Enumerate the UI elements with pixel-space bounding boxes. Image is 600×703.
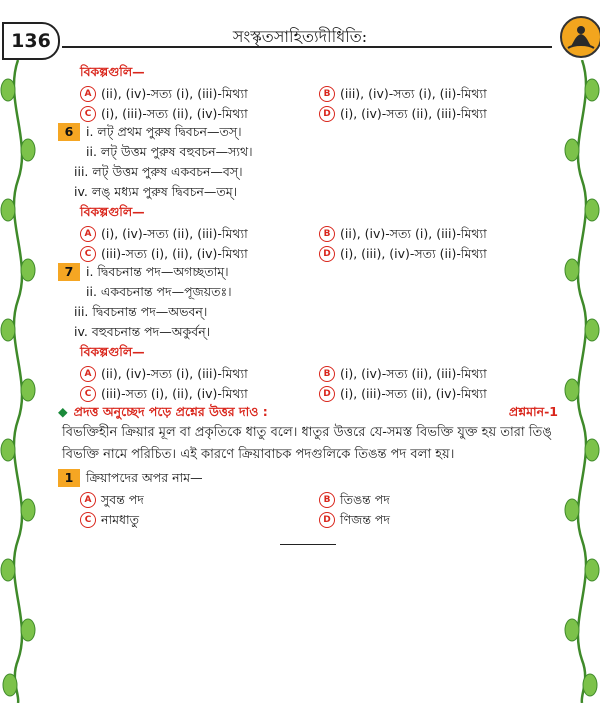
q5-options-row-2 xyxy=(58,102,558,122)
q1-options-row-1 xyxy=(58,488,558,508)
q7-item-2: ii. একবচনান্ত পদ—পূজয়তঃ। xyxy=(86,284,232,299)
option-c-badge: C xyxy=(80,386,96,402)
q6-option-a[interactable]: A (i), (iv)-সত্য (ii), (iii)-মিথ্যা xyxy=(80,224,248,244)
q6-options-label: বিকল্পগুলি— xyxy=(80,204,145,219)
q7-option-b[interactable]: B (i), (iv)-সত্য (ii), (iii)-মিথ্যা xyxy=(319,364,487,384)
q1-options-row-2 xyxy=(58,508,558,528)
page-header xyxy=(0,0,600,52)
meditation-logo-icon xyxy=(560,16,600,58)
option-a-badge: A xyxy=(80,226,96,242)
q5-option-b[interactable]: B (iii), (iv)-সত্য (i), (ii)-মিথ্যা xyxy=(319,84,487,104)
q5-options-row-1 xyxy=(58,82,558,102)
passage-text: বিভক্তিহীন ক্রিয়ার মূল বা প্রকৃতিকে ধাতু বলে। ধাতুর উত্তরে যে-সমস্ত বিভক্তি যুক্ত হয় তারা তিঙ্ বিভক্তি নামে পরিচিত। এই কারণে ক্রিয়াবাচক পদগুলিকে তিঙন্ত পদ বলা হয়। xyxy=(62,425,552,462)
q7-item-1: 7 i. দ্বিবচনান্ত পদ—অগচ্ছতাম্। xyxy=(58,262,558,282)
q1-option-c[interactable]: C নামধাতু xyxy=(80,510,139,530)
question-number: 7 xyxy=(58,263,80,281)
option-b-badge: B xyxy=(319,366,335,382)
q6-item-2: ii. লট্ উত্তম পুরুষ বহুবচন—স্যথ। xyxy=(86,144,253,159)
option-b-badge: B xyxy=(319,226,335,242)
marks-tag: প্রশ্নমান-1 xyxy=(508,404,558,419)
q7-options-label: বিকল্পগুলি— xyxy=(80,344,145,359)
q6-item-1: 6 i. লট্ প্রথম পুরুষ দ্বিবচন—তস্। xyxy=(58,122,558,142)
q1-option-b[interactable]: B তিঙন্ত পদ xyxy=(319,490,390,510)
section-end-rule xyxy=(280,544,336,545)
diamond-bullet-icon: ◆ xyxy=(58,404,68,419)
q5-option-a[interactable]: A (ii), (iv)-সত্য (i), (iii)-মিথ্যা xyxy=(80,84,248,104)
option-b-badge: B xyxy=(319,492,335,508)
q7-option-d[interactable]: D (i), (iii)-সত্য (ii), (iv)-মিথ্যা xyxy=(319,384,487,404)
option-a-badge: A xyxy=(80,86,96,102)
q6-option-b[interactable]: B (ii), (iv)-সত্য (i), (iii)-মিথ্যা xyxy=(319,224,487,244)
q7-option-a[interactable]: A (ii), (iv)-সত্য (i), (iii)-মিথ্যা xyxy=(80,364,248,384)
option-a-badge: A xyxy=(80,366,96,382)
option-a-badge: A xyxy=(80,492,96,508)
q7-item-3: iii. দ্বিবচনান্ত পদ—অভবন্। xyxy=(74,304,208,319)
q5-option-d[interactable]: D (i), (iv)-সত্য (ii), (iii)-মিথ্যা xyxy=(319,104,487,124)
option-c-badge: C xyxy=(80,512,96,528)
option-b-badge: B xyxy=(319,86,335,102)
q1-option-d[interactable]: D ণিজন্ত পদ xyxy=(319,510,390,530)
q1-option-a[interactable]: A সুবন্ত পদ xyxy=(80,490,144,510)
option-d-badge: D xyxy=(319,512,335,528)
q6-item-3: iii. লট্ উত্তম পুরুষ একবচন—বস্। xyxy=(74,164,243,179)
option-c-badge: C xyxy=(80,246,96,262)
q6-option-d[interactable]: D (i), (iii), (iv)-সত্য (ii)-মিথ্যা xyxy=(319,244,487,264)
question-number: 1 xyxy=(58,469,80,487)
q7-options-row-2 xyxy=(58,382,558,402)
left-vine-decoration xyxy=(0,60,36,703)
question-number: 6 xyxy=(58,123,80,141)
q6-options-row-1 xyxy=(58,222,558,242)
q1-question: 1 ক্রিয়াপদের অপর নাম— xyxy=(58,468,558,488)
page-number: 136 xyxy=(2,22,60,60)
option-d-badge: D xyxy=(319,106,335,122)
page-content xyxy=(58,62,558,545)
option-c-badge: C xyxy=(80,106,96,122)
option-d-badge: D xyxy=(319,386,335,402)
passage-heading: ◆ প্রদত্ত অনুচ্ছেদ পড়ে প্রশ্নের উত্তর দাও : প্রশ্নমান-1 xyxy=(58,402,558,422)
q6-options-row-2 xyxy=(58,242,558,262)
q7-option-c[interactable]: C (iii)-সত্য (i), (ii), (iv)-মিথ্যা xyxy=(80,384,248,404)
q6-option-c[interactable]: C (iii)-সত্য (i), (ii), (iv)-মিথ্যা xyxy=(80,244,248,264)
right-vine-decoration xyxy=(564,60,600,703)
option-d-badge: D xyxy=(319,246,335,262)
q7-item-4: iv. বহুবচনান্ত পদ—অকুর্বন্। xyxy=(74,324,211,339)
q5-option-c[interactable]: C (i), (iii)-সত্য (ii), (iv)-মিথ্যা xyxy=(80,104,248,124)
q6-item-4: iv. লঙ্ মধ্যম পুরুষ দ্বিবচন—তম্। xyxy=(74,184,238,199)
q7-options-row-1 xyxy=(58,362,558,382)
book-title: সংস্কৃতসাহিত্যদীধিতি: xyxy=(232,27,368,46)
q5-options-label: বিকল্পগুলি— xyxy=(80,64,145,79)
